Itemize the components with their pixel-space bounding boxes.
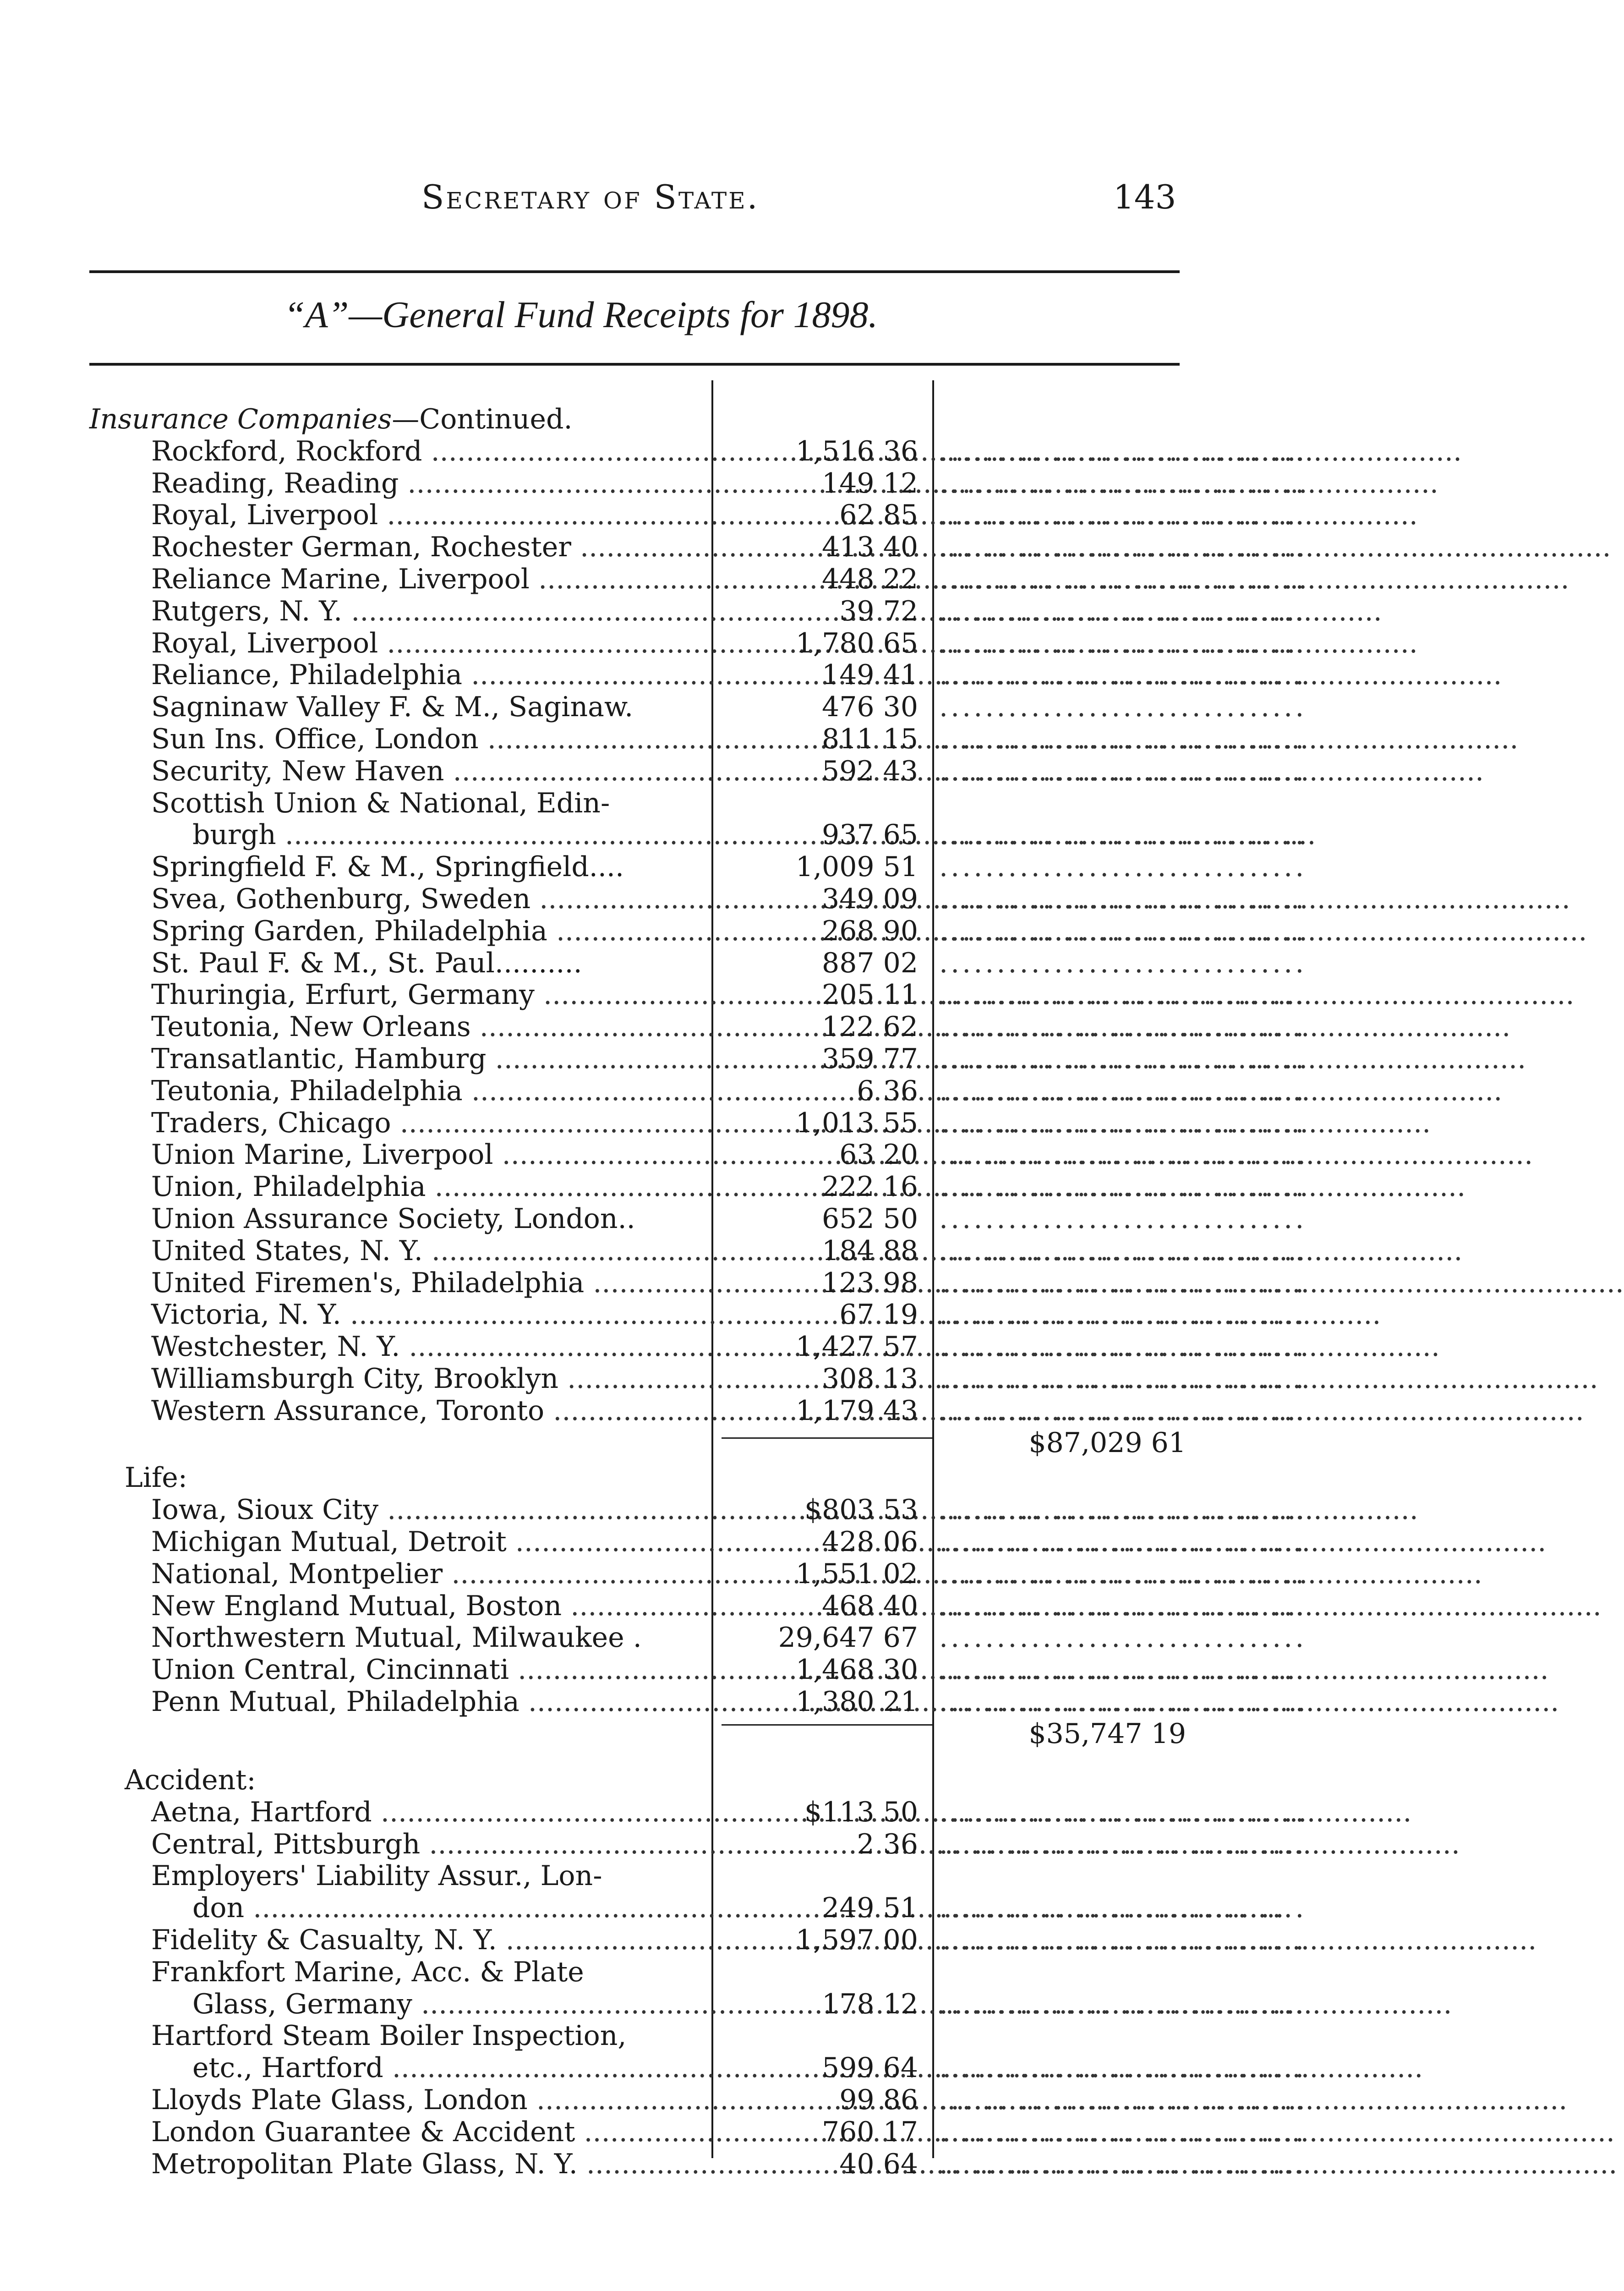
receipt-amount: 40 64	[839, 2148, 918, 2180]
receipt-amount: 1,179 43	[795, 1395, 918, 1427]
company-name: Reading, Reading .....	[151, 467, 705, 499]
ledger-row	[0, 851, 1459, 883]
company-name: United Firemen's, Philadelphia .....	[151, 1267, 705, 1299]
receipt-amount: 63 20	[839, 1139, 918, 1171]
company-name: Glass, Germany .....	[192, 1988, 747, 2020]
receipt-amount: 1,551 02	[795, 1558, 918, 1590]
receipt-amount: 349 09	[822, 883, 918, 915]
leader-dots: ................................	[939, 1622, 1307, 1654]
ledger-row	[0, 2020, 1459, 2052]
ledger-row	[0, 883, 1459, 915]
company-name: Reliance, Philadelphia .....	[151, 659, 705, 691]
ledger-row	[0, 659, 1459, 691]
receipt-amount: 652 50	[822, 1203, 918, 1235]
ledger-row	[0, 1494, 1459, 1526]
receipt-amount: 476 30	[822, 691, 918, 723]
receipt-amount: 1,780 65	[795, 627, 918, 659]
ledger-row	[0, 1988, 1459, 2020]
leader-dots: ................................	[939, 1139, 1307, 1171]
receipt-amount: 2 36	[857, 1828, 918, 1860]
company-name: Sun Ins. Office, London .....	[151, 723, 705, 755]
company-name: Royal, Liverpool .....	[151, 627, 705, 659]
leader-dots: ................................	[939, 563, 1307, 595]
leader-dots: ................................	[939, 1299, 1307, 1331]
company-name: Traders, Chicago .....	[151, 1107, 705, 1139]
section-total-row	[0, 1427, 1459, 1459]
leader-dots: ................................	[939, 1267, 1307, 1299]
company-name: Fidelity & Casualty, N. Y. .....	[151, 1924, 705, 1956]
ledger-row	[0, 435, 1459, 467]
ledger-row	[0, 467, 1459, 499]
receipt-amount: 1,009 51	[795, 851, 918, 883]
leader-dots: ................................	[939, 1235, 1307, 1267]
life-total: $35,747 19	[1028, 1718, 1186, 1750]
insurance-total: $87,029 61	[1028, 1427, 1186, 1459]
leader-dots: ................................	[939, 2148, 1307, 2180]
leader-dots: ................................	[939, 1558, 1307, 1590]
ledger-row	[0, 563, 1459, 595]
leader-dots: ................................	[939, 1654, 1307, 1686]
company-name: Union Assurance Society, London..	[151, 1203, 635, 1235]
leader-dots: ................................	[939, 1892, 1307, 1924]
ledger-row	[0, 1828, 1459, 1860]
receipt-amount: $113 50	[804, 1796, 918, 1828]
leader-dots: ................................	[939, 2052, 1307, 2084]
ledger-row	[0, 1395, 1459, 1427]
receipt-amount: 1,380 21	[795, 1686, 918, 1718]
ledger-row	[0, 1235, 1459, 1267]
ledger-row	[0, 1956, 1459, 1988]
life-heading: Life:	[125, 1462, 187, 1494]
insurance-heading	[89, 403, 644, 435]
company-name: Frankfort Marine, Acc. & Plate	[151, 1956, 584, 1988]
ledger-row	[0, 1654, 1459, 1686]
leader-dots: ................................	[939, 1331, 1307, 1363]
ledger-row	[0, 1558, 1459, 1590]
company-name: Penn Mutual, Philadelphia .....	[151, 1686, 705, 1718]
ledger-row	[0, 2116, 1459, 2148]
leader-dots: ................................	[939, 499, 1307, 531]
leader-dots: ................................	[939, 1075, 1307, 1107]
leader-dots: ................................	[939, 435, 1307, 467]
ledger-row	[0, 691, 1459, 723]
leader-dots: ................................	[939, 1796, 1307, 1828]
ledger-row	[0, 1075, 1459, 1107]
ledger-row	[0, 1526, 1459, 1558]
company-name: burgh .....	[192, 819, 747, 851]
company-name: Northwestern Mutual, Milwaukee .	[151, 1622, 642, 1654]
company-name: etc., Hartford .....	[192, 2052, 747, 2084]
ledger-row	[0, 595, 1459, 627]
leader-dots: ................................	[939, 1526, 1307, 1558]
company-name: Union Marine, Liverpool .....	[151, 1139, 705, 1171]
leader-dots: ................................	[939, 1924, 1307, 1956]
receipt-amount: 308 13	[822, 1363, 918, 1395]
receipt-amount: 205 11	[822, 979, 918, 1011]
leader-dots: ................................	[939, 1011, 1307, 1043]
ledger-row	[0, 819, 1459, 851]
company-name: United States, N. Y. .....	[151, 1235, 705, 1267]
leader-dots: ................................	[939, 691, 1307, 723]
ledger-row	[0, 1590, 1459, 1622]
ledger-row	[0, 1363, 1459, 1395]
continued-label: —Continued.	[392, 403, 573, 435]
ledger-row	[0, 1924, 1459, 1956]
company-name: Union, Philadelphia .....	[151, 1171, 705, 1203]
receipt-amount: 6 36	[857, 1075, 918, 1107]
receipt-amount: 123 98	[822, 1267, 918, 1299]
company-name: Union Central, Cincinnati .....	[151, 1654, 705, 1686]
page-header	[0, 178, 1459, 228]
leader-dots: ................................	[939, 2084, 1307, 2116]
receipt-amount: 413 40	[822, 531, 918, 563]
ledger-row	[0, 1203, 1459, 1235]
company-name: Svea, Gothenburg, Sweden .....	[151, 883, 705, 915]
leader-dots: ................................	[939, 627, 1307, 659]
leader-dots: ................................	[939, 851, 1307, 883]
company-name: Teutonia, Philadelphia .....	[151, 1075, 705, 1107]
accident-heading: Accident:	[125, 1764, 256, 1796]
receipt-amount: 811 15	[822, 723, 918, 755]
receipt-amount: 760 17	[822, 2116, 918, 2148]
receipt-amount: 468 40	[822, 1590, 918, 1622]
leader-dots: ................................	[939, 1363, 1307, 1395]
leader-dots: ................................	[939, 755, 1307, 787]
company-name: London Guarantee & Accident .....	[151, 2116, 705, 2148]
company-name: Transatlantic, Hamburg .....	[151, 1043, 705, 1075]
section-heading-accident	[0, 1764, 1459, 1796]
insurance-heading-label: Insurance Companies	[89, 403, 392, 435]
table-title: “A”—General Fund Receipts for 1898.	[284, 294, 878, 335]
company-name: Teutonia, New Orleans .....	[151, 1011, 705, 1043]
receipt-amount: 178 12	[822, 1988, 918, 2020]
company-name: Iowa, Sioux City .....	[151, 1494, 705, 1526]
page-number: 143	[1113, 178, 1176, 216]
leader-dots: ................................	[939, 723, 1307, 755]
leader-dots: ................................	[939, 2116, 1307, 2148]
company-name: Scottish Union & National, Edin-	[151, 787, 610, 819]
company-name: Employers' Liability Assur., Lon-	[151, 1860, 602, 1892]
leader-dots: ................................	[939, 1828, 1307, 1860]
section-total-row	[0, 1718, 1459, 1750]
receipt-amount: 448 22	[822, 563, 918, 595]
ledger-row	[0, 1622, 1459, 1654]
company-name: Michigan Mutual, Detroit .....	[151, 1526, 705, 1558]
receipt-amount: 67 19	[839, 1299, 918, 1331]
receipt-amount: 592 43	[822, 755, 918, 787]
company-name: National, Montpelier .....	[151, 1558, 705, 1590]
ledger-row	[0, 1860, 1459, 1892]
receipt-amount: 222 16	[822, 1171, 918, 1203]
ledger-row	[0, 723, 1459, 755]
ledger-row	[0, 787, 1459, 819]
company-name: Thuringia, Erfurt, Germany .....	[151, 979, 705, 1011]
receipt-amount: 184 88	[822, 1235, 918, 1267]
receipt-amount: 1,013 55	[795, 1107, 918, 1139]
company-name: Williamsburgh City, Brooklyn .....	[151, 1363, 705, 1395]
ledger-row	[0, 915, 1459, 947]
company-name: Rutgers, N. Y. .....	[151, 595, 705, 627]
ledger-row	[0, 1139, 1459, 1171]
receipt-amount: 149 12	[822, 467, 918, 499]
receipt-amount: 359 77	[822, 1043, 918, 1075]
ledger-row	[0, 1267, 1459, 1299]
top-rule	[89, 270, 1180, 273]
company-name: Western Assurance, Toronto .....	[151, 1395, 705, 1427]
ledger-row	[0, 1892, 1459, 1924]
leader-dots: ................................	[939, 1494, 1307, 1526]
receipt-amount: 1,427 57	[795, 1331, 918, 1363]
company-name: New England Mutual, Boston .....	[151, 1590, 705, 1622]
company-name: Rockford, Rockford .....	[151, 435, 705, 467]
receipt-amount: 937 65	[822, 819, 918, 851]
company-name: Royal, Liverpool .....	[151, 499, 705, 531]
receipt-amount: 1,516 36	[795, 435, 918, 467]
leader-dots: ................................	[939, 947, 1307, 979]
leader-dots: ................................	[939, 915, 1307, 947]
leader-dots: ................................	[939, 1107, 1307, 1139]
receipt-amount: 149 41	[822, 659, 918, 691]
receipt-amount: 29,647 67	[778, 1622, 918, 1654]
leader-dots: ................................	[939, 1686, 1307, 1718]
company-name: Security, New Haven .....	[151, 755, 705, 787]
leader-dots: ................................	[939, 1171, 1307, 1203]
receipt-amount: $803 53	[804, 1494, 918, 1526]
ledger-row	[0, 947, 1459, 979]
company-name: Hartford Steam Boiler Inspection,	[151, 2020, 627, 2052]
receipt-amount: 249 51	[822, 1892, 918, 1924]
leader-dots: ................................	[939, 1988, 1307, 2020]
ledger-row	[0, 1299, 1459, 1331]
company-name: Central, Pittsburgh .....	[151, 1828, 705, 1860]
ledger-row	[0, 1331, 1459, 1363]
leader-dots: ................................	[939, 1590, 1307, 1622]
leader-dots: ................................	[939, 1395, 1307, 1427]
leader-dots: ................................	[939, 467, 1307, 499]
company-name: Rochester German, Rochester .....	[151, 531, 705, 563]
company-name: Aetna, Hartford .....	[151, 1796, 705, 1828]
receipt-amount: 1,468 30	[795, 1654, 918, 1686]
ledger-row	[0, 531, 1459, 563]
company-name: Westchester, N. Y. .....	[151, 1331, 705, 1363]
company-name: Reliance Marine, Liverpool .....	[151, 563, 705, 595]
ledger-row	[0, 979, 1459, 1011]
section-heading-life	[0, 1462, 1459, 1494]
leader-dots: ................................	[939, 595, 1307, 627]
leader-dots: ................................	[939, 883, 1307, 915]
ledger-row	[0, 627, 1459, 659]
company-name: St. Paul F. & M., St. Paul..........	[151, 947, 582, 979]
receipt-amount: 99 86	[839, 2084, 918, 2116]
receipt-amount: 887 02	[822, 947, 918, 979]
company-name: Lloyds Plate Glass, London .....	[151, 2084, 705, 2116]
ledger-row	[0, 2084, 1459, 2116]
ledger-row	[0, 499, 1459, 531]
ledger-row	[0, 2052, 1459, 2084]
company-name: Victoria, N. Y. .....	[151, 1299, 705, 1331]
ledger-row	[0, 1796, 1459, 1828]
company-name: Springfield F. & M., Springfield....	[151, 851, 624, 883]
receipt-amount: 122 62	[822, 1011, 918, 1043]
company-name: Spring Garden, Philadelphia .....	[151, 915, 705, 947]
ledger-row	[0, 1686, 1459, 1718]
ledger-row	[0, 1107, 1459, 1139]
receipt-amount: 1,597 00	[795, 1924, 918, 1956]
leader-dots: ................................	[939, 979, 1307, 1011]
receipt-amount: 599 64	[822, 2052, 918, 2084]
ledger-row	[0, 1043, 1459, 1075]
receipt-amount: 62 85	[839, 499, 918, 531]
leader-dots: ................................	[939, 1043, 1307, 1075]
ledger-row	[0, 1011, 1459, 1043]
company-name: Metropolitan Plate Glass, N. Y. .....	[151, 2148, 705, 2180]
leader-dots: ................................	[939, 659, 1307, 691]
receipt-amount: 39 72	[839, 595, 918, 627]
company-name: don .....	[192, 1892, 747, 1924]
leader-dots: ................................	[939, 819, 1307, 851]
ledger-row	[0, 2148, 1459, 2180]
running-title: Secretary of State.	[421, 178, 760, 216]
leader-dots: ................................	[939, 1203, 1307, 1235]
company-name: Sagninaw Valley F. & M., Saginaw.	[151, 691, 634, 723]
title-rule	[89, 363, 1180, 366]
ledger-row	[0, 755, 1459, 787]
leader-dots: ................................	[939, 531, 1307, 563]
ledger-row	[0, 1171, 1459, 1203]
receipt-amount: 268 90	[822, 915, 918, 947]
receipt-amount: 428 06	[822, 1526, 918, 1558]
section-heading-insurance	[0, 403, 1459, 435]
